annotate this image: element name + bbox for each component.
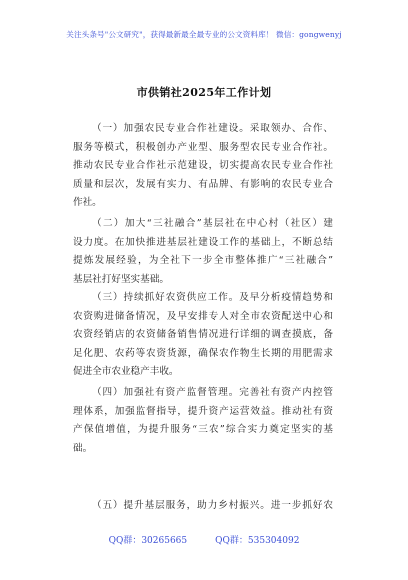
paragraph-line: 服务等模式，积极创办产业型、服务型农民专业合作社。 bbox=[73, 141, 333, 153]
paragraph-line: 推动农民专业合作社示范建设，切实提高农民专业合作社 bbox=[73, 160, 333, 172]
paragraph-3 bbox=[73, 289, 333, 382]
paragraph-line: （五）提升基层服务，助力乡村振兴。进一步抓好农 bbox=[92, 500, 333, 511]
footer-qq-groups bbox=[0, 533, 408, 546]
paragraph-5 bbox=[73, 497, 333, 516]
paragraph-2 bbox=[73, 215, 333, 289]
paragraph-line: 作社。 bbox=[73, 197, 102, 209]
paragraph-line: （一）加强农民专业合作社建设。采取领办、合作、 bbox=[92, 123, 333, 134]
paragraph-line: （四）加强社有资产监督管理。完善社有资产内控管 bbox=[92, 387, 333, 398]
paragraph-line: 农资经销店的农资储备销售情况进行详细的调查摸底，备 bbox=[73, 329, 333, 341]
paragraph-4 bbox=[73, 384, 333, 458]
paragraph-line: 质量和层次，发展有实力、有品牌、有影响的农民专业合 bbox=[73, 178, 333, 190]
paragraph-1 bbox=[73, 120, 333, 213]
paragraph-line: （三）持续抓好农资供应工作。及早分析疫情趋势和 bbox=[92, 292, 333, 303]
paragraph-line: 理体系，加强监督指导，提升资产运营效益。推动社有资 bbox=[73, 405, 333, 417]
qq-group-1: QQ群：30265665 bbox=[108, 536, 188, 546]
paragraph-line: （二）加大“三社融合”基层社在中心村（社区）建 bbox=[92, 218, 333, 229]
document-title: 市供销社2025年工作计划 bbox=[136, 86, 272, 99]
paragraph-line: 促进全市农业稳产丰收。 bbox=[73, 366, 179, 378]
qq-group-2: QQ群：535304092 bbox=[215, 536, 300, 546]
header-promo-note: 关注头条号"公文研究"，获得最新最全最专业的公文资料库！ 微信：gongwenyj bbox=[66, 30, 342, 39]
paragraph-line: 农资购进储备情况，及早安排专人对全市农资配送中心和 bbox=[73, 310, 333, 322]
paragraph-line: 基层社打好坚实基础。 bbox=[73, 273, 169, 285]
paragraph-line: 础。 bbox=[73, 442, 93, 454]
paragraph-line: 设力度。在加快推进基层社建设工作的基础上，不断总结 bbox=[73, 236, 333, 248]
paragraph-line: 提炼发展经验，为全社下一步全市整体推广“三社融合” bbox=[73, 255, 333, 267]
paragraph-line: 产保值增值，为提升服务“三农”综合实力奠定坚实的基 bbox=[73, 424, 333, 436]
paragraph-line: 足化肥、农药等农资货源，确保农作物生长期的用肥需求 bbox=[73, 347, 333, 359]
